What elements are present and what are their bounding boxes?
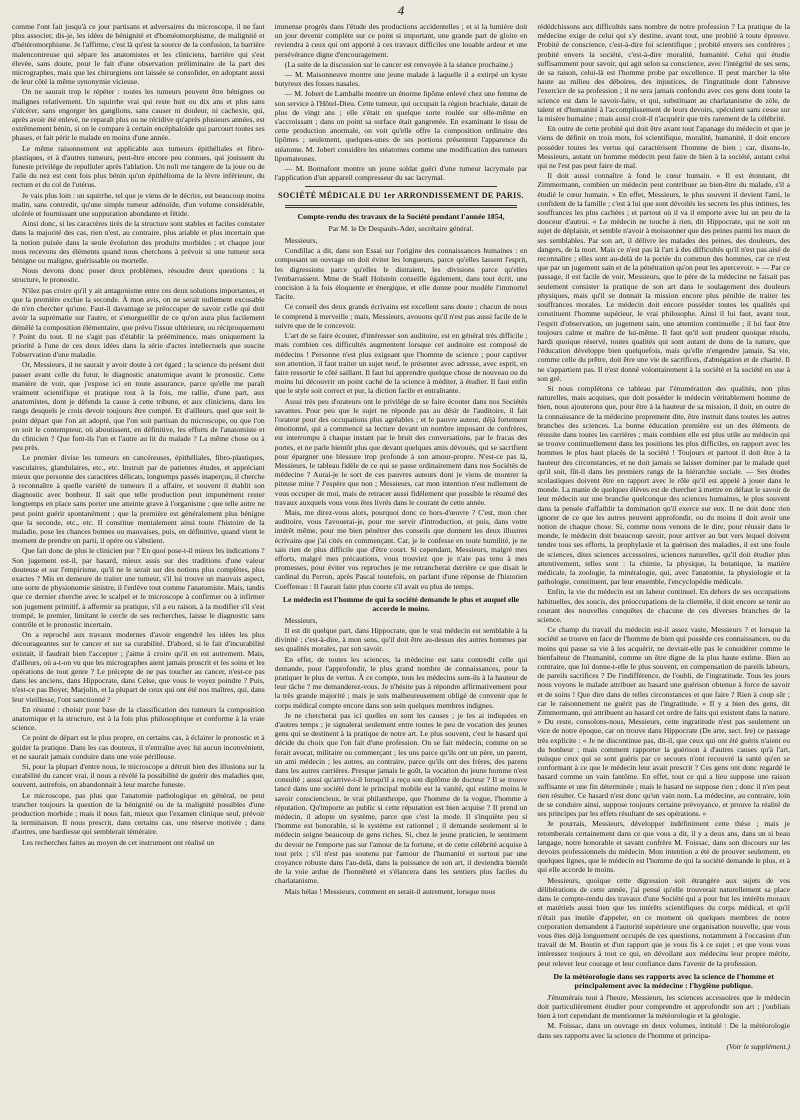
paragraph: rédédchissons aux difficultés sans nombre de notre profession ? La pratique de la médecine exige de celui qui s'y destine, avant tout, une probité à toute épreuve. Probité de conscience, c'est-à-dire foi scientifique ; probité envers ses confrères ; probité envers la société, c'est-à-dire moralité, humanité. Celui qui étudie suffisamment pour savoir, qui agit selon sa conscience, avec l'intégrité de ses sens, de sa raison, celui-là est l'homme probe par excellence. Il peut marcher la tête haute au milieu des déboires, des injustices, de l'ingratitude dont l'abreuve l'exercice de sa profession ; il ne sera jamais confondu avec ces gens dont toute la science est dans le savoir-faire, et qui, substituant au charlatanisme de zèle, de talent et d'humanité à l'accomplissement de leurs devoirs, spéculent sans cesse sur la misère humaine ; mais aussi croit-il n'acquérir que très rarement de la célébrité. bbox=[537, 22, 791, 124]
paragraph: N'ilez pas croire qu'il y ait antagonisme entre ces deux solutions importantes, et que la première exclue la seconde. À mon avis, on ne serait nullement excusable de n'en chercher qu'une. Faut-il davantage se préoccuper de savoir celle qui doit avoir la suprématie sur l'autre, et s'enorgueillir de ce qu'on aura plus facilement démêlé la composition élémentaire, que prévu l'issue ultérieure, ou réciproquement ? Point du tout. Il ne s'agit pas d'établir la prééminence, mais uniquement la priorité à l'une de ces deux idées dans la série d'actes intellectuels que suscite l'observation d'une maladie. bbox=[12, 285, 265, 360]
section-body bbox=[275, 626, 528, 896]
paragraph: Le microscope, pas plus que l'anatomie pathologique en général, ne peut trancher toujours la question de la bénignité ou de la malignité possibles d'une production morbide ; mais il nous fait, mieux que l'examen clinique seul, prévoir la terminaison. Il nous prescrit, dans certains cas, une réserve motivée ; dans d'autres, une hardiesse qui semblerait téméraire. bbox=[12, 790, 265, 837]
paragraph: Enfin, la vie du médecin est un labeur continuel. En dehors de ses occupations habituelles, des soucis, des préoccupations de la clientèle, il doit encore se tenir au courant des nouvelles conquêtes de chacune de ces diverses branches de la science. bbox=[537, 587, 791, 624]
paragraph: Ce conseil des deux grands écrivains est excellent sans doute ; chacun de nous le comprend à merveille ; mais, Messieurs, avouons qu'il n'est pas aussi facile de le suivre que de le concevoir. bbox=[274, 302, 528, 330]
society-heading: SOCIÉTÉ MÉDICALE DU 1er ARRONDISSEMENT DE PARIS. bbox=[278, 191, 524, 201]
paragraph: Je vais plus loin : un squirrhe, tel que je viens de le décrire, est beaucoup moins malin, sans contredit, qu'une simple tumeur adénoïde, d'un volume considérable, ulcérée et fournissant une suppuration abondante et fétide. bbox=[12, 190, 265, 219]
paragraph: Il doit aussi connaître à fond le cœur humain. « Il est étonnant, dit Zimmermann, combien un médecin peut contribuer au bien-être du malade, s'il a étudié le cœur humain. » En effet, Messieurs, le plus souvent il devient l'ami, le confident de la famille ; c'est à lui que sont dévoilés les secrets les plus intimes, les souffrances les plus cachées ; et partout où il va il emporte avec lui un peu de la douceur d'autrui. « Le médecin ne touche à rien, dit Hippocrate, qui ne soit un sujet de déplaisir, et semble n'avoir à moissonner que des peines parmi les maux de ses semblables. Par son art, il délivre les malades des peines, des douleurs, des dangers, de la mort. Mais ce n'est pas là l'art à des difficultés qu'il n'est pas aisé de reconnaître ; elles sont au-delà de la portée du commun des hommes, car ce n'est que par un jugement sain et de la pénétration qu'on peut les apercevoir. » — Par ce passage, il est facile de voir, Messieurs, que le père de la médecine ne faisait pas seulement consister la pratique de son art dans le soulagement des douleurs physiques, mais qu'il se donnait la mission encore plus pénible de traiter les souffrances morales. Le médecin doit encore posséder toutes les qualités qui constituent l'homme supérieur, le vrai philosophe. Ainsi il lui faut, avant tout, l'esprit d'observation, un jugement sain, une attention continuelle ; il lui faut être toujours calme et maître de lui-même. Il faut qu'il soit prudent quoique résolu, hardi quoique réservé, toutes qualités qui sont autant de dons de la nature, que l'éducation développe bien quelquefois, mais qu'elle n'engendre jamais. Sa vie, comme celle du prêtre, doit être une vie de sacrifices, d'abnégation et de charité. Il ne s'appartient pas. Il n'est donné volontairement à la société et la société en use à son gré. bbox=[537, 171, 791, 383]
paragraph: — M. Jobert de Lamballe montre un énorme lipôme enlevé chez une femme de son service à l'Hôtel-Dieu. Cette tumeur, qui occupait la région brachiale, datait de plus de vingt ans ; elle s'était en quelque sorte roulée sur elle-même en s'accroissant ; dans un point sa surface était gangrenée. En examinant le tissu de cette production anormale, on voit qu'elle offre la composition ordinaire des lipômes ; seulement, quelques-unes de ses portions présentent l'apparence du stéatome. M. Jobert considère les stéatomes comme une modification des tumeurs lipomateuses. bbox=[274, 89, 528, 163]
paragraph: J'énumérais tout à l'heure, Messieurs, les sciences accessoires que le médecin doit particulièrement étudier pour comprendre et approfondir son art ; j'oubliais bien à tort cependant de mentionner la météorologie et la géologie. bbox=[537, 992, 791, 1021]
paragraph: Je ne chercherai pas ici quelles en sont les causes ; je les ai indiquées en d'autres temps ; je signalerai seulement entre toutes le peu de vocation des jeunes gens qui se destinent à la pratique de notre art. Le plus souvent, c'est le hasard qui décide du choix que l'on fait d'une profession. On se fait médecin, comme on se ferait avocat, militaire ou commerçant ; les uns parce qu'ils ont un père, un parent, un ami médecin ; les autres, au contraire, parce qu'ils ont des frères, des parens dans les autres carrières. Presque jamais le goût, la vocation du jeune homme n'est consulté ; aussi qu'arrive-t-il lorsqu'il a reçu son diplôme de docteur ? Il se trouve lancé dans une société dont le principal mobile est la vanité, qui estime moins le savoir consciencieux, le vrai philanthrope, que l'homme de la vogue, l'homme à réputation. Qu'importe au public si cette réputation est bien acquise ? Il prend un médecin, il adopte un système, parce que c'est la mode. Il s'inquiète peu si l'homme est honorable, si le système est rationnel ; il demande seulement si le médecin soigne beaucoup de gens riches. Si, chez le jeune praticien, le sentiment du devoir ne l'emporte pas sur l'amour de la fortune, et de cette célébrité acquise à tout prix ; s'il n'est pas soutenu par l'amour de l'humanité et surtout par une croyance robuste dans l'au-delà, dans la puissance de son art, il deviendra bientôt de la voie ardue de l'honnêteté et s'élancera dans les sentiers plus faciles du charlatanisme. bbox=[274, 710, 528, 886]
paragraph: comme l'ont fait jusqu'à ce jour partisans et adversaires du microscope, il ne faut plus associer, dis-je, les idées de bénignité et d'homéomorphisme, de malignité et d'hétéromorphisme. Je l'affirme, c'est là qu'est la source de la confusion, la barrière malencontreuse qui sépare les anatomistes et les cliniciens, barrière qui s'est élevée, sans doute, pour le fait d'une observation préliminaire de la part des micrographes, mais que les chirurgiens ont laissée se consolider, en adoptant aussi de leur côté la même synonymie vicieuse. bbox=[12, 22, 265, 87]
byline: Par M. le Dr Despaulx-Ader, secrétaire général. bbox=[328, 223, 474, 233]
paragraph: Ce champ du travail du médecin est-il assez vaste, Messieurs ? et lorsque la société se trouve en face de l'homme de bien qui possède ces connaissances, ou du moins qui passe sa vie à les acquérir, ne devrait-elle pas le considérer comme le bienfaiteur de l'humanité, comme un être digne de la plus haute estime. Bien au contraire, que lui donne-t-elle le plus souvent, en compensation de pareils labeurs, de pareils sacrifices ? De l'indifférence, de l'oubli, de l'ingratitude. Tous les jours nous voyons le malade attribuer au hasard une guérison obtenue à force de savoir et de soins ! Que dire dans de telles circonstances et que faire ? Rien à coup sûr ; car le raisonnement ne guérit pas de l'ingratitude. « Il y a bien des gens, dit Zimmermann, qui attribuent au hasard cet ordre de faits qui existent dans la nature. » Du reste, consolons-nous, Messieurs, cette ingratitude n'est pas seulement un vice de notre époque, car on trouve dans Hippocrate (De arte, sect. Ire) ce passage très explicite : « Je ne discontinue pas, dit-il, que ceux qui ont été guéris n'aient eu du bonheur ; mais comment rapporter la guérison à d'autres causes qu'à l'art, puisque ceux qui se sont guéris par ce secours n'ont recouvré la santé qu'en se conformant à ce que le médecin leur avait prescrit ? Ces gens ont donc regardé le hasard comme un vain fantôme. En effet, tout ce qui a lieu suppose une raison suffisante et une fin déterminée ; mais le hasard ne suppose rien ; donc il n'en peut rien résulter. Ce hasard n'est donc qu'un vain nom. La médecine, au contraire, loin de se conduire ainsi, suppose toujours certaine prévoyance, et prouve la réalité de ses principes par les effets résultant de ses opérations. » bbox=[537, 625, 791, 819]
column-3 bbox=[537, 22, 790, 1112]
column-1 bbox=[12, 22, 265, 1112]
column-2 bbox=[275, 22, 528, 1112]
column-2-intro bbox=[275, 22, 528, 182]
paragraph: Or, Messieurs, il ne saurait y avoir doute à cet égard ; la science du présent doit passer avant celle du futur, le diagnostic anatomique avant le pronostic. Cette manière de voir, que j'expose ici en toute assurance, parce qu'elle me paraît vraiment scientifique et pratique tout à la fois, me rallie, d'une part, aux anatomistes, dont je défends la cause à cette tribune, et aux cliniciens, dans les rangs desquels je crois devoir toujours être compté. Et d'ailleurs, quel que soit le point départ que l'on ait adopté, que l'on soit partisan du microscope, ou que l'on en soit le contempteur, où aboutissent, en définitive, les efforts de l'anatomiste et du clinicien ? Que font-ils l'un et l'autre au lit du malade ? La même chose ou à peu près. bbox=[12, 360, 265, 453]
paragraph: Mais, me direz-vous alors, pourquoi donc ce hors-d'œuvre ? C'est, mon cher auditoire, vous l'avouerai-je, pour me servir d'introduction, et puis, dans votre intérêt même, pour me bien pénétrer des conseils que donnent les deux illustres écrivains que j'ai cités en commençant. Car, je le confesse en toute humilité, je ne sais rien de plus difficile que d'être court. Si cependant, Messieurs, malgré mes efforts, malgré mes précautions, vous trouviez que je n'aie pas tenu à mes promesses, pour éviter vos reproches je me retrancherai derrière ce que disait le cardinal du Perron, après Pascal toutefois, en parlant d'une réponse de l'historien Coeffeteau : Il l'aurait faite plus courte s'il avait eu plus de temps. bbox=[274, 507, 528, 591]
supplement-note: (Voir le supplément.) bbox=[726, 1041, 791, 1051]
paragraph: Ainsi donc, si les caractères tirés de la structure sont stables et faciles constater dans la majorité des cas, rien n'est, au contraire, plus ariable et plus incertain que la notion puisée dans la seule évolution des produits morbides ; et chaque jour nous recevons des éléments quand nous cherchons à prévoir si une tumeur sera bénigne ou maligne, guérissable ou mortelle. bbox=[12, 219, 265, 266]
paragraph: Messieurs, quoique cette digression soit étrangère aux sujets de vos délibérations de cette année, j'ai pensé qu'elle trouverait naturellement sa place dans le compte-rendu des travaux d'une Société qui a pour but les intérêts moraux et matériels aussi bien que les intérêts scientifiques du corps médical, et qu'il n'était pas inutile d'appeler, en ce moment où quelques membres de notre corporation demandent à l'autorité supérieure une organisation nouvelle, que vous vous êtes déjà longuement occupés de ces questions, notamment à l'occasion d'un travail de M. Boutin et d'un rapport que je vous fis à ce sujet ; et que vous vous intéressez toujours à tout ce qui, en dévoilant aux médecins leur propre mérite, peut relever leur courage et leur confiance dans l'avenir de la profession. bbox=[537, 875, 791, 968]
page-number: 4 bbox=[397, 3, 405, 18]
paragraph: Si nous complétons ce tableau par l'énumération des qualités, non plus naturelles, mais acquises, que doit posséder le médecin véritablement homme de bien, nous ajouterons que, pour être à la hauteur de sa mission, il doit, en outre de la connaissance de la médecine proprement dite, être instruit dans toutes les autres branches des sciences. La bonne éducation première est un des éléments de réussite dans toutes les carrières ; mais combien elle est plus utile au médecin qui se trouve continuellement dans les positions les plus difficiles, en rapport avec les hommes le plus haut placés de la société ! Toujours et partout il doit être à la hauteur des circonstances, et ne doit jamais se laisser dominer par le malade quel qu'il soit, fût-il dans les premiers rangs de la hiérarchie sociale. — Ses études scolastiques doivent être en rapport avec le rôle qu'il est appelé à jouer dans le monde. La manie de quelques élèves est de chercher à mettre en défaut le savoir de leur médecin sur une branche quelconque des sciences humaines, le plus souvent dans la pensée d'affaiblir la domination qu'il exerce sur eux. Il ne doit donc rien ignorer de ce que les autres peuvent approfondir, ou du moins il doit avoir une notion de chaque chose. Si, comme nous venons de le dire, pour réussir dans le monde, le médecin doit beaucoup savoir, pour arriver au but vers lequel doivent tendre tous ses efforts, la prophylaxie et la guérison des maladies, il est une foule de sciences, dites sciences accessoires, sciences naturelles, qu'il doit étudier plus attentivement, telles sont : la chimie, la physique, la botanique, la matière médicale, la zoologie, la minéralogie, qui, avec l'anatomie, la physiologie et la pathologie, constituent, par leur ensemble, l'encyclopédie médicale. bbox=[537, 383, 791, 587]
meteorology-body bbox=[537, 993, 790, 1040]
section-heading: Le médecin est l'homme de qui la société demande le plus et auquel elle accorde le moins. bbox=[282, 594, 520, 613]
paragraph: Je pourrais, Messieurs, développer indéfiniment cette thèse ; mais je retomberais certainement dans ce que vous a dit, il y a deux ans, dans un si beau langage, notre honorable et savant confrère M. Foissac, dans son discours sur les devoirs professionnels du médecin. Mon intention a été de prouver seulement, en quelques lignes, que le médecin est l'homme de qui la société demande le plus, et à qui elle accorde le moins. bbox=[537, 819, 791, 875]
paragraph: Mais hélas ! Messieurs, comment en serait-il autrement, lorsque nous bbox=[284, 886, 496, 896]
paragraph: Le même raisonnement est applicable aux tumeurs épithéliales et fibro-plastiques, et à d'autres tumeurs, peut-être encore peu connues, qui jouissent du funeste privilége de repulluler après l'ablation. Un noli me tangere de la joue ou de l'aile du nez est cent fois plus bénin qu'un épithélioma de la lèvre inférieure, du rectum et du col de l'utérus. bbox=[12, 143, 265, 190]
paragraph: On ne saurait trop le répéter : toutes les tumeurs peuvent être bénignes ou malignes relativement. Un squirrhe vrai qui reste huit ou dix ans et plus sans s'ulcérer, sans engorger les ganglions, sans causer ni douleur, ni cachexie, qui, après avoir été enlevé, ne reparaît plus ou ne récidive qu'après plusieurs années, est extrêmement bénin, si on le compare à certain encéphaloïde qui parcourt toutes ses phases, et fait périr le malade en moins d'une année. bbox=[12, 87, 265, 143]
paragraph: L'art de se faire écouter, d'intéresser son auditoire, est en général très difficile ; mais combien ces difficultés augmentent lorsque cet auditoire est composé de médecins ! Personne n'est plus exigeant que l'homme de science ; pour captiver son attention, il faut traiter un sujet neuf, le présenter avec adresse, avec esprit, en faire ressortir le côté saillant. Il faut lui apprendre quelque chose de nouveau ou du moins lui découvrir un point caché de la science à méditer, à étudier. Il faut enfin que le style soit correct et pur, la diction facile et entraînante. bbox=[274, 331, 528, 396]
text-columns bbox=[12, 22, 790, 1112]
paragraph: Que fait donc de plus le clinicien pur ? En quoi pose-t-il mieux les indications ? Son jugement est-il, par hasard, mieux assis sur des traditions d'une valeur douteuse et sur l'empirisme, qu'il ne le serait sur des notions plus complètes, plus exactes ? Mis en demeure de traiter une tumeur, s'il lui trouve un mauvais aspect, une sorte de physionomie sinistre, il l'enlève tout comme l'anatomiste. Mais, tandis que ce dernier cherche avec le scalpel et le microscope à confirmer ou à infirmer son jugement primitif, à affermir sa pratique, s'il a eu raison, à la modifier s'il s'est trompé, le premier, limitant le cercle de ses recherches, laisse le diagnostic sans contrôle et le pronostic incertain. bbox=[12, 546, 265, 629]
paragraph: On a reproché aux travaux modernes d'avoir engendré les idées les plus décourageantes sur le cancer et sur sa curabilité. D'abord, si le fait d'incurabilité existait, il faudrait bien l'accepter ; j'aime à croire qu'il en est autrement. Mais, d'ailleurs, où a-t-on vu que les micrographes aient jamais proscrit et les soins et les opérations de tout genre ? Le précepte de ne pas toucher au cancer, n'est-ce pas dans les anciens, dans Hippocrate, dans Celse, que vous le voyez poindre ? Puis, n'est-ce pas Boyer, Marjolin, et la plupart de ceux qui ont été nos maîtres, qui, dans leur vieillesse, l'ont sanctionné ? bbox=[12, 630, 265, 704]
report-body bbox=[275, 246, 528, 591]
paragraph: Si, pour la plupart d'entre nous, le microscope a détruit bien des illusions sur la curabilité du cancer vrai, il nous a révélé la possibilité de guérir des maladies que, souvent, autrefois, on abandonnait à leur marche funeste. bbox=[12, 762, 265, 790]
paragraph: En résumé : choisir pour base de la classification des tumeurs la composition anatomique et la structure, est à la fois plus philosophique et conforme à la vraie science. bbox=[12, 704, 265, 733]
paragraph: Les recherches faites au moyen de cet instrument ont réalisé un bbox=[22, 837, 215, 847]
heading-rule bbox=[285, 205, 518, 208]
paragraph: (La suite de la discussion sur le cancer est renvoyée à la séance prochaine.) bbox=[284, 59, 513, 69]
salutation: Messieurs, bbox=[284, 236, 318, 246]
paragraph: Aussi très peu d'orateurs ont le privilége de se faire écouter dans nos Sociétés savantes. Pour peu que le sujet ne réponde pas au désir de l'auditoire, il fait l'orateur pour des occupations plus agréables ; et le pauvre auteur, déjà fortement émotionné, qui a commencé sa lecture devant un nombre imposant de confrères, est interrompu à chaque instant par le bruit des conversations, par le fracas des portes, et ne parle bientôt plus que devant quelques amis dévoués, qui se sacrifient pour épargner une blessure trop profonde à son amour-propre. N'est-ce pas là, Messieurs, le tableau fidèle de ce qui se passe ordinairement dans nos Sociétés de médecine ? Aurai-je le sort de ces pauvres auteurs dont je viens de montrer la piteuse mine ? J'espère que non ; Messieurs, car mon intention n'est nullement de vous occuper de moi, mais de retracer aussi fidèlement que possible le résumé des travaux auxquels vous vous êtes livrés dans le courant de cette année. bbox=[274, 396, 528, 507]
paragraph: — M. Bonnafont montre un jeune soldat guéri d'une tumeur lacrymale par l'application d'un appareil compresseur du sac lacrymal. bbox=[274, 164, 528, 183]
section-salutation: Messieurs, bbox=[284, 615, 318, 625]
paragraph: Nous devons donc poser deux problèmes, résoudre deux questions : la structure, le pronostic. bbox=[12, 266, 265, 285]
paragraph: En effet, de toutes les sciences, la médecine est sans contredit celle qui demande, pour l'approfondir, le plus grand nombre de connaissances, pour la pratiquer le plus de vertus. À ce compte, tous les médecins sont-ils à la hauteur de leur tâche ? me demanderez-vous. Je n'hésite pas à répondre affirmativement pour la très grande majorité ; mais je suis malheureusement obligé de convenir que le corps médical compte encore dans son sein quelques membres indignes. bbox=[274, 654, 528, 710]
paragraph: Il est dit quelque part, dans Hippocrate, que le vrai médecin est semblable à la divinité ; c'est-à-dire, à mon sens, qu'il doit être au-dessus des autres hommes par ses qualités morales, par son savoir. bbox=[274, 625, 528, 654]
paragraph: Ce point de départ est le plus propre, en certains cas, à éclairer le pronostic et à guider la pratique. Dans les cas douteux, il n'entraîne avec lui aucun inconvénient, et ne saurait jamais conduire dans une voie périlleuse. bbox=[12, 733, 265, 761]
paragraph: Le premier divise les tumeurs en cancéreuses, épithéliales, fibro-plastiques, vasculaires, glandulaires, etc., etc. Instruit par de patientes études, et appréciant mieux que personne des caractères délicats, longtemps passés inaperçus, il cherche à reconnaître à quelle variété de tumeurs il a affaire, et souvent il établit son diagnostic avec bonheur. Il sait que telle production peut impunément rester longtemps en place sans porter une atteinte grave à l'organisme ; que telle autre ne peut point guérir spontanément ; que la première est généralement plus bénigne que la seconde, etc., etc. Il constitue mentalement ainsi toute l'histoire de la maladie, pose les chances bonnes ou mauvaises, puis, en définitive, quand vient le moment de prendre un parti, il opère ou s'abstient. bbox=[12, 453, 265, 546]
paragraph: M. Foissac, dans un ouvrage en deux volumes, intitulé : De la météorologie dans ses rapports avec la science de l'homme et principa- bbox=[537, 1021, 791, 1040]
meteorology-heading: De la météorologie dans ses rapports avec la science de l'homme et principalement avec la médecine : l'hygiène publique. bbox=[553, 971, 774, 990]
paragraph: En outre de cette probité qui doit être avant tout l'apanage du médecin et que je viens de définir en trois mots, foi scientifique, moralité, humanité, il doit encore posséder toutes les vertus qui caractérisent l'homme de bien ; car, disons-le, Messieurs, autant un homme médecin peut faire de bien à la société, autant celui qui ne l'est pas peut faire de mal. bbox=[537, 124, 791, 171]
section-divider bbox=[305, 186, 498, 187]
paragraph: immense progrès dans l'étude des productions accidentelles ; et si la lumière doit un jour devenir complète sur ce point si important, une grande part de gloire en reviendra à ceux qui ont apporté à ces travaux difficiles une louable ardeur et une persévérance digne d'encouragement. bbox=[274, 22, 528, 59]
paragraph: Condillac a dit, dans son Essai sur l'origine des connaissances humaines : en composant un ouvrage on doit éviter les longueurs, parce qu'elles lassent l'esprit, les digressions parce qu'elles le distraient, les divisions parce qu'elles l'embarrassent. Mme de Staël Holstein conseille également, dans tout écrit, une concision à la fois éloquente et énergique, et elle donne pour modèle l'immortel Tacite. bbox=[274, 246, 528, 302]
paragraph: — M. Maisonneuve montre une jeune malade à laquelle il a extirpé un kyste butyreux des fosses nasales. bbox=[274, 70, 528, 89]
column-3-body bbox=[537, 22, 790, 968]
report-heading: Compte-rendu des travaux de la Société pendant l'année 1854, bbox=[297, 211, 505, 221]
